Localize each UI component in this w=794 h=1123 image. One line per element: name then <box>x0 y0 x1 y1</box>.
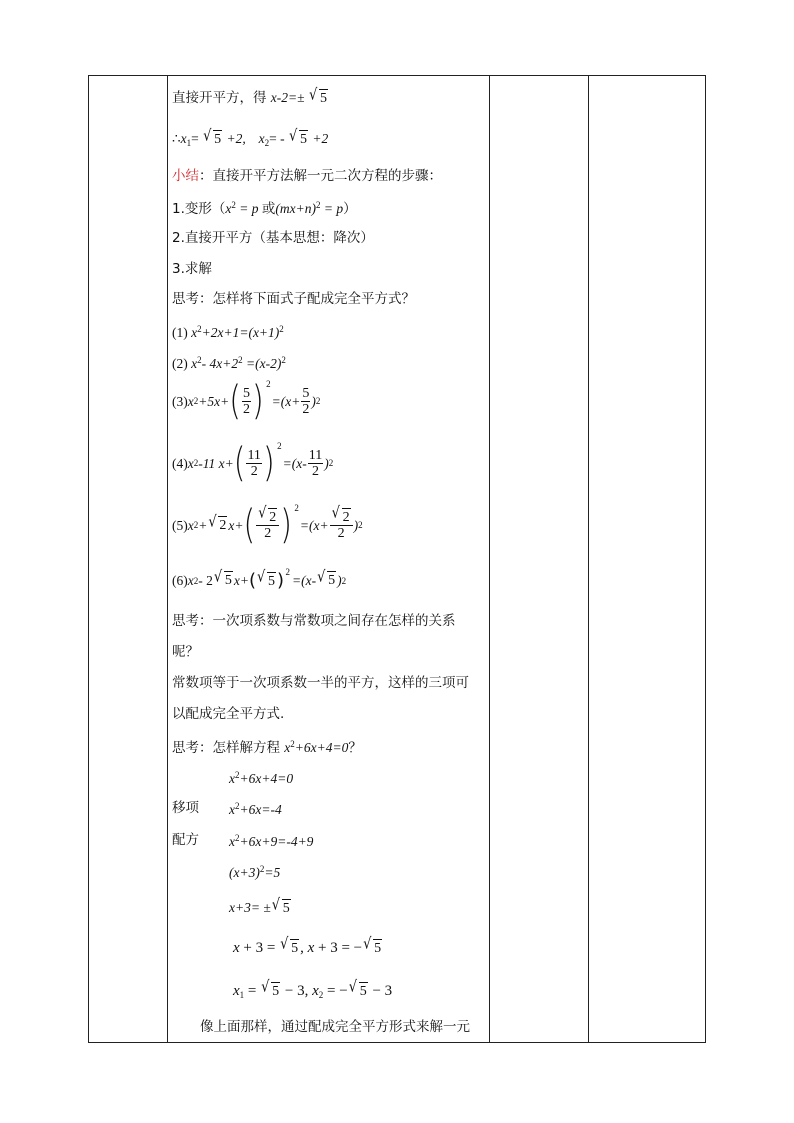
math: x <box>229 834 235 849</box>
math: = p <box>320 201 344 216</box>
math: + <box>198 518 208 534</box>
line-exercise-1 <box>172 325 284 341</box>
math: x+3= ± <box>229 900 271 915</box>
sup: 2 <box>231 200 236 210</box>
math: + 3 = − <box>314 940 363 956</box>
math: x <box>307 940 315 956</box>
math: + 3 = <box>239 940 280 956</box>
fraction: $\frac{11}{2}$ <box>308 448 323 480</box>
sqrt: √ 5 <box>363 935 382 956</box>
text: 1.变形（ <box>172 201 226 217</box>
sup: 2 <box>341 575 347 586</box>
math: = − <box>323 983 348 999</box>
line-think2-a: 思考：一次项系数与常数项之间存在怎样的关系 <box>172 613 456 629</box>
therefore: ∴ <box>172 131 181 146</box>
math: ) <box>337 573 342 589</box>
line-exercise-3 <box>172 377 321 425</box>
line-exercise-6 <box>172 567 347 591</box>
fraction: √ 2 2 <box>330 510 353 542</box>
math: x <box>233 983 240 999</box>
math: x <box>191 325 198 340</box>
math: +6x+9=-4+9 <box>239 834 314 849</box>
line-step1 <box>172 201 357 217</box>
sup: 2 <box>193 520 199 531</box>
math: (mx+n) <box>275 201 316 216</box>
math: − 3, <box>281 983 313 999</box>
sub: 1 <box>186 138 192 148</box>
sup: 2 <box>315 396 321 407</box>
label: (4) <box>172 456 188 472</box>
tail: +2, <box>223 131 246 146</box>
math: x <box>187 518 194 534</box>
math: x <box>312 983 319 999</box>
line-direct-root <box>172 86 329 106</box>
sqrt: √ 5 <box>280 935 299 956</box>
summary-text: ：直接开平方法解一元二次方程的步骤： <box>199 168 442 184</box>
line-solve-3 <box>229 834 313 850</box>
line-solve-4 <box>229 865 280 881</box>
label: (5) <box>172 518 188 534</box>
sup: 2 <box>238 355 243 365</box>
line-solve-2-label: 移项 <box>172 800 199 816</box>
math: x <box>284 740 291 755</box>
line-conclusion-b: 以配成完全平方式. <box>172 706 285 722</box>
sup: 2 <box>235 801 240 811</box>
text: ） <box>343 201 357 217</box>
line-think2-b: 呢？ <box>172 644 199 660</box>
sqrt: √ 5 <box>271 896 290 916</box>
math: x <box>187 394 194 410</box>
line-step3: 3.求解 <box>172 261 212 277</box>
text: 直接开平方，得 <box>172 90 271 106</box>
line-exercise-2 <box>172 356 286 372</box>
fraction: $\frac{11}{2}$ <box>247 448 261 480</box>
label: (2) <box>172 356 192 371</box>
math: +6x+4=0 <box>239 771 294 786</box>
fraction: $\frac{5}{2}$ <box>302 386 310 418</box>
math: x <box>225 201 232 216</box>
math: =(x- <box>282 456 307 472</box>
math: - 2 <box>198 573 213 589</box>
math: x <box>187 456 194 472</box>
sqrt: √ 5 <box>308 86 327 106</box>
line-solve-6 <box>233 935 383 956</box>
line-roots <box>172 127 329 148</box>
sup: 2 <box>290 739 295 749</box>
math: − 3 <box>368 983 393 999</box>
math: =5 <box>264 865 281 880</box>
math: x-2=± <box>270 90 308 105</box>
line-step2: 2.直接开平方（基本思想：降次） <box>172 230 374 246</box>
fraction: $\frac{5}{2}$ <box>242 386 250 418</box>
paren-group: ( √ 2 2 ) 2 <box>243 501 299 549</box>
eq: = <box>191 131 203 146</box>
math: x <box>229 771 235 786</box>
text: ？ <box>348 740 362 756</box>
sqrt: √ 5 <box>203 127 222 147</box>
line-conclusion-a: 常数项等于一次项系数一半的平方，这样的三项可 <box>172 675 469 691</box>
sup: 2 <box>235 770 240 780</box>
math: -11 x+ <box>198 456 234 472</box>
sup: 2 <box>259 864 265 874</box>
line-think1: 思考：怎样将下面式子配成完全平方式？ <box>172 291 415 307</box>
math: x <box>191 356 198 371</box>
label: (3) <box>172 394 188 410</box>
sup: 2 <box>193 575 199 586</box>
sub: 2 <box>264 138 270 148</box>
math: (x+3) <box>229 865 260 880</box>
math: +5x+ <box>198 394 230 410</box>
math: +6x+4=0 <box>294 740 349 755</box>
sqrt: √ 2 <box>208 513 227 533</box>
sqrt: √ 5 <box>261 978 280 999</box>
sup: 2 <box>328 458 334 469</box>
label: (6) <box>172 573 188 589</box>
line-solve-1 <box>229 771 293 787</box>
line-solve-3-label: 配方 <box>172 832 199 848</box>
sup: 2 <box>235 833 240 843</box>
sqrt: √ 5 <box>317 568 336 588</box>
sup: 2 <box>197 324 202 334</box>
sup: 2 <box>193 458 199 469</box>
line-solve-7 <box>233 978 393 1000</box>
math: = <box>244 983 261 999</box>
line-last: 像上面那样，通过配成完全平方形式来解一元 <box>200 1019 470 1035</box>
line-exercise-4 <box>172 439 334 487</box>
fraction: √ 2 2 <box>256 510 279 542</box>
label: (1) <box>172 325 192 340</box>
math: x+ <box>233 573 249 589</box>
line-solve-5 <box>229 896 292 916</box>
tail: +2 <box>308 131 329 146</box>
sqrt: √ 5 <box>288 127 307 147</box>
math: , <box>300 940 308 956</box>
math: =(x- <box>292 573 317 589</box>
math: +2x+1=(x+1) <box>201 325 280 340</box>
text: 思考：怎样解方程 <box>172 740 285 756</box>
math: =(x+ <box>299 518 329 534</box>
line-summary <box>172 170 442 184</box>
sup: 2 <box>279 324 284 334</box>
paren-group: ( $\frac{11}{2}$ ) 2 <box>233 439 282 487</box>
math: =(x-2) <box>242 356 282 371</box>
math: ) <box>324 456 329 472</box>
paren-group: ( √ 5 ) 2 <box>248 567 291 591</box>
sqrt: √ 5 <box>348 978 367 999</box>
math: - 4x+2 <box>201 356 239 371</box>
math: ) <box>353 518 359 534</box>
sub: 2 <box>318 990 324 1000</box>
x1: x <box>180 131 187 146</box>
x2: x <box>258 131 265 146</box>
math: x+ <box>228 518 244 534</box>
math: x <box>187 573 194 589</box>
paren-group: ( $\frac{5}{2}$ ) 2 <box>229 377 271 425</box>
sup: 2 <box>197 355 202 365</box>
sup: 2 <box>315 200 321 210</box>
math: = p <box>235 201 262 216</box>
line-exercise-5 <box>172 501 363 549</box>
sub: 1 <box>239 990 245 1000</box>
math: +6x=-4 <box>239 802 282 817</box>
text: 或 <box>261 201 276 217</box>
summary-label: 小结 <box>172 168 199 184</box>
math: x <box>229 802 235 817</box>
eq: = - <box>269 131 288 146</box>
math: x <box>233 940 240 956</box>
math: =(x+ <box>271 394 301 410</box>
line-think3 <box>172 740 362 756</box>
sup: 2 <box>358 520 363 531</box>
math: ) <box>311 394 316 410</box>
sup: 2 <box>193 396 199 407</box>
line-solve-2 <box>229 802 282 818</box>
sqrt: √ 5 <box>213 568 232 588</box>
sup: 2 <box>281 355 286 365</box>
